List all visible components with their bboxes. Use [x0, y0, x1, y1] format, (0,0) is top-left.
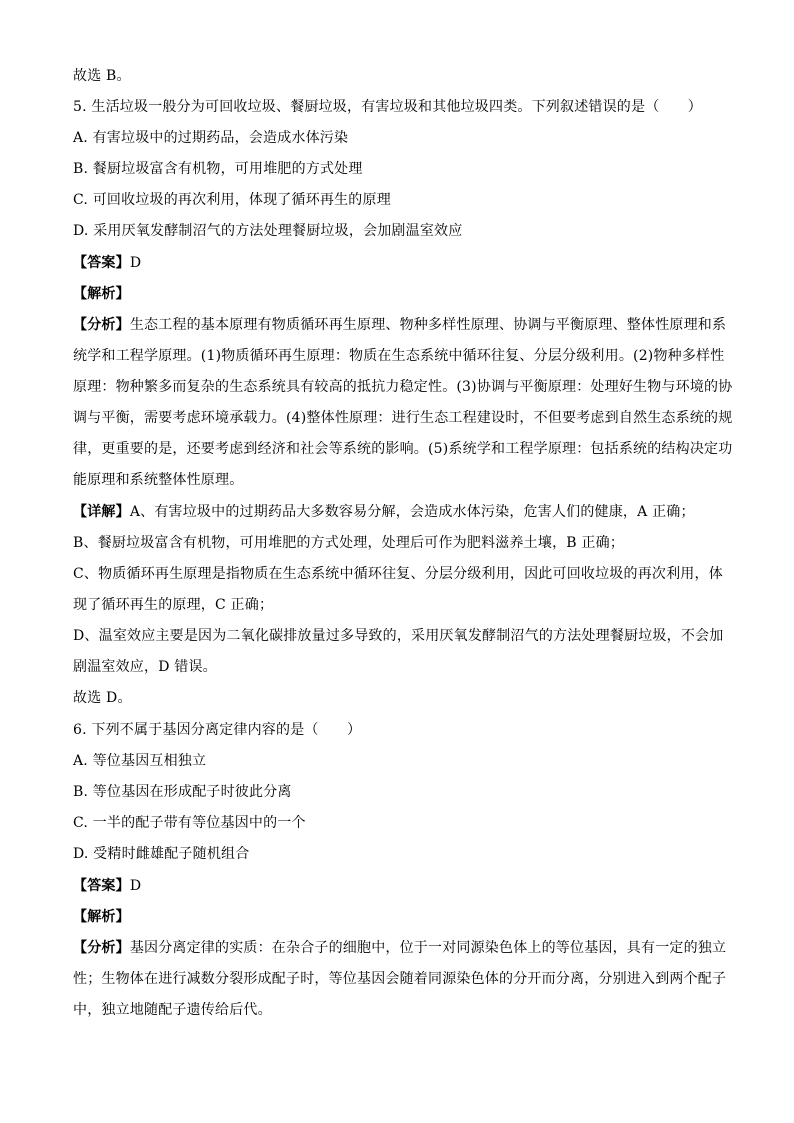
q5-option-d: D. 采用厌氧发酵制沼气的方法处理餐厨垃圾，会加剧温室效应 — [73, 223, 463, 239]
q6-fenxi-line-2: 性；生物体在进行减数分裂形成配子时，等位基因会随着同源染色体的分开而分离，分别进入到两个配子 — [73, 971, 727, 987]
q6-answer-value: D — [129, 878, 142, 894]
q5-fenxi-line-4: 调与平衡，需要考虑环境承载力。(4)整体性原理：进行生态工程建设时，不但要考虑到自然生态系统的规 — [73, 410, 733, 426]
answer-tag: 【答案】 — [73, 878, 130, 894]
q6-fenxi-line-1: 【分析】基因分离定律的实质：在杂合子的细胞中，位于一对同源染色体上的等位基因，具有一定的独立 — [73, 940, 727, 956]
q6-option-c: C. 一半的配子带有等位基因中的一个 — [73, 815, 306, 831]
q5-answer-value: D — [129, 255, 142, 271]
conclusion-q5: 故选 D。 — [73, 690, 132, 706]
q5-analysis-heading — [73, 284, 719, 304]
q5-fenxi-line-3: 原理：物种繁多而复杂的生态系统具有较高的抵抗力稳定性。(3)协调与平衡原理：处理好生物与环境的协 — [73, 379, 733, 395]
q5-detail-d-1: D、温室效应主要是因为二氧化碳排放量过多导致的，采用厌氧发酵制沼气的方法处理餐厨垃圾，不会加 — [73, 628, 724, 644]
q5-option-a: A. 有害垃圾中的过期药品，会造成水体污染 — [73, 130, 349, 146]
q6-option-b: B. 等位基因在形成配子时彼此分离 — [73, 784, 292, 800]
fenxi-tag: 【分析】 — [73, 940, 130, 956]
analysis-tag: 【解析】 — [73, 286, 130, 302]
q5-option-c: C. 可回收垃圾的再次利用，体现了循环再生的原理 — [73, 192, 391, 208]
conclusion-q4: 故选 B。 — [73, 68, 131, 84]
analysis-tag: 【解析】 — [73, 909, 130, 925]
q5-detail-d-2: 剧温室效应，D 错误。 — [73, 659, 217, 675]
q6-fenxi-line-3: 中，独立地随配子遗传给后代。 — [73, 1002, 272, 1018]
q5-option-b: B. 餐厨垃圾富含有机物，可用堆肥的方式处理 — [73, 161, 363, 177]
q5-fenxi-line-6: 能原理和系统整体性原理。 — [73, 472, 244, 488]
q5-fenxi-line-1: 【分析】生态工程的基本原理有物质循环再生原理、物种多样性原理、协调与平衡原理、整体性原理和系 — [73, 317, 727, 333]
question-5-stem: 5. 生活垃圾一般分为可回收垃圾、餐厨垃圾，有害垃圾和其他垃圾四类。下列叙述错误的是（ ） — [73, 99, 703, 115]
q6-option-a: A. 等位基因互相独立 — [73, 753, 207, 769]
q6-option-d: D. 受精时雌雄配子随机组合 — [73, 846, 250, 862]
q6-answer — [73, 876, 719, 896]
q5-detail-b: B、餐厨垃圾富含有机物，可用堆肥的方式处理，处理后可作为肥料滋养土壤，B 正确； — [73, 535, 625, 551]
q5-detail-c-1: C、物质循环再生原理是指物质在生态系统中循环往复、分层分级利用，因此可回收垃圾的再次利用，体 — [73, 566, 723, 582]
fenxi-tag: 【分析】 — [73, 317, 130, 333]
q5-detail-a: 【详解】A、有害垃圾中的过期药品大多数容易分解，会造成水体污染，危害人们的健康，A 正确； — [73, 504, 695, 520]
answer-tag: 【答案】 — [73, 255, 130, 271]
question-6-stem: 6. 下列不属于基因分离定律内容的是（ ） — [73, 722, 362, 738]
q5-answer — [73, 253, 719, 273]
q5-fenxi-line-5: 律，更重要的是，还要考虑到经济和社会等系统的影响。(5)系统学和工程学原理：包括系统的结构决定功 — [73, 441, 733, 457]
q5-fenxi-line-2: 统学和工程学原理。(1)物质循环再生原理：物质在生态系统中循环往复、分层分级利用。(2)物种多样性 — [73, 348, 725, 364]
q5-detail-c-2: 现了循环再生的原理，C 正确； — [73, 597, 274, 613]
q6-analysis-heading — [73, 907, 719, 927]
detail-tag: 【详解】 — [73, 504, 130, 520]
